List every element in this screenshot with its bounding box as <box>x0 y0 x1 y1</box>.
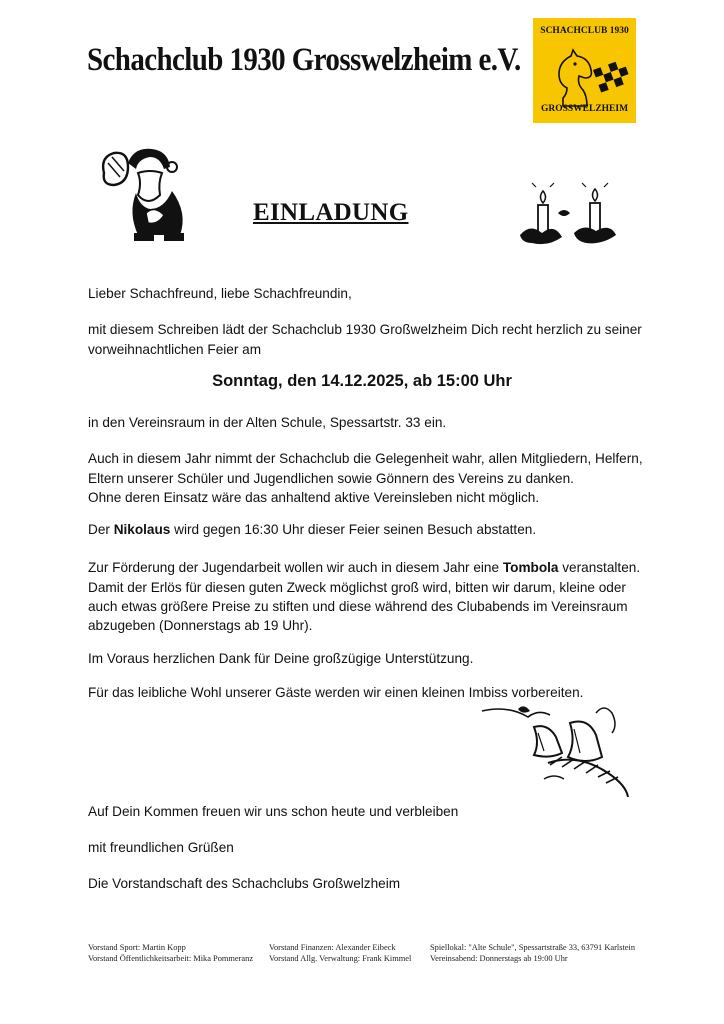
footer-venue: Spiellokal: "Alte Schule", Spessartstraße 33, 63791 Karlstein <box>430 943 636 952</box>
thanks-line-1: Auch in diesem Jahr nimmt der Schachclub die Gelegenheit wahr, allen Mitgliedern, Helfern, <box>88 451 643 466</box>
footer-col-1 <box>88 943 253 964</box>
footer-administration: Vorstand Allg. Verwaltung: Frank Kimmel <box>269 953 412 963</box>
event-date: Sonntag, den 14.12.2025, ab 15:00 Uhr <box>212 372 512 390</box>
footer-finance: Vorstand Finanzen: Alexander Eibeck <box>269 943 396 952</box>
footer-col-3 <box>430 943 635 964</box>
location: in den Vereinsraum in der Alten Schule, Spessartstr. 33 ein. <box>88 415 447 430</box>
closing-line-2: mit freundlichen Grüßen <box>88 840 234 855</box>
nikolaus-before: Der <box>88 522 114 537</box>
closing-line-1: Auf Dein Kommen freuen wir uns schon heute und verbleiben <box>88 804 459 819</box>
advance-thanks: Im Voraus herzlichen Dank für Deine großzügige Unterstützung. <box>88 651 474 666</box>
footer-public-relations: Vorstand Öffentlichkeitsarbeit: Mika Pommeranz <box>88 953 254 963</box>
food-line: Für das leibliche Wohl unserer Gäste werden wir einen kleinen Imbiss vorbereiten. <box>88 685 584 700</box>
thanks-line-3: Ohne deren Einsatz wäre das anhaltend aktive Vereinsleben nicht möglich. <box>88 490 540 505</box>
nikolaus-after: wird gegen 16:30 Uhr dieser Feier seinen Besuch abstatten. <box>170 522 537 537</box>
intro-line-2: vorweihnachtlichen Feier am <box>88 342 262 357</box>
closing-signature: Die Vorstandschaft des Schachclubs Großwelzheim <box>88 876 401 891</box>
tombola-line-1 <box>88 558 640 578</box>
footer-sport: Vorstand Sport: Martin Kopp <box>88 943 186 952</box>
tombola-after: veranstalten. <box>558 560 641 575</box>
logo-bottom-text: GROSSWELZHEIM <box>540 104 629 114</box>
club-logo <box>533 18 636 123</box>
nikolaus-bold: Nikolaus <box>113 522 171 537</box>
footer-col-2 <box>269 943 411 964</box>
christmas-bells-icon <box>478 703 633 798</box>
tombola-line-2: Damit der Erlös für diesen guten Zweck möglichst groß wird, bitten wir darum, kleine oder <box>88 580 626 595</box>
heading-einladung: EINLADUNG <box>253 199 409 226</box>
logo-top-text: SCHACHCLUB 1930 <box>540 26 629 36</box>
tombola-line-4: abzugeben (Donnerstags ab 19 Uhr). <box>88 618 313 633</box>
nikolaus-line <box>88 520 536 540</box>
candles-icon <box>518 183 618 253</box>
greeting: Lieber Schachfreund, liebe Schachfreundin, <box>88 286 352 301</box>
club-title: Schachclub 1930 Grosswelzheim e.V. <box>87 42 521 78</box>
tombola-line-3: auch etwas größere Preise zu stiften und diese während des Clubabends im Vereinsraum <box>88 599 628 614</box>
santa-claus-icon <box>98 143 208 243</box>
tombola-before: Zur Förderung der Jugendarbeit wollen wir auch in diesem Jahr eine <box>88 560 503 575</box>
footer-club-evening: Vereinsabend: Donnerstags ab 19:00 Uhr <box>430 953 568 963</box>
thanks-line-2: Eltern unserer Schüler und Jugendlichen sowie Gönnern des Vereins zu danken. <box>88 471 574 486</box>
tombola-bold: Tombola <box>502 560 559 575</box>
intro-line-1: mit diesem Schreiben lädt der Schachclub 1930 Großwelzheim Dich recht herzlich zu seiner <box>88 322 642 337</box>
